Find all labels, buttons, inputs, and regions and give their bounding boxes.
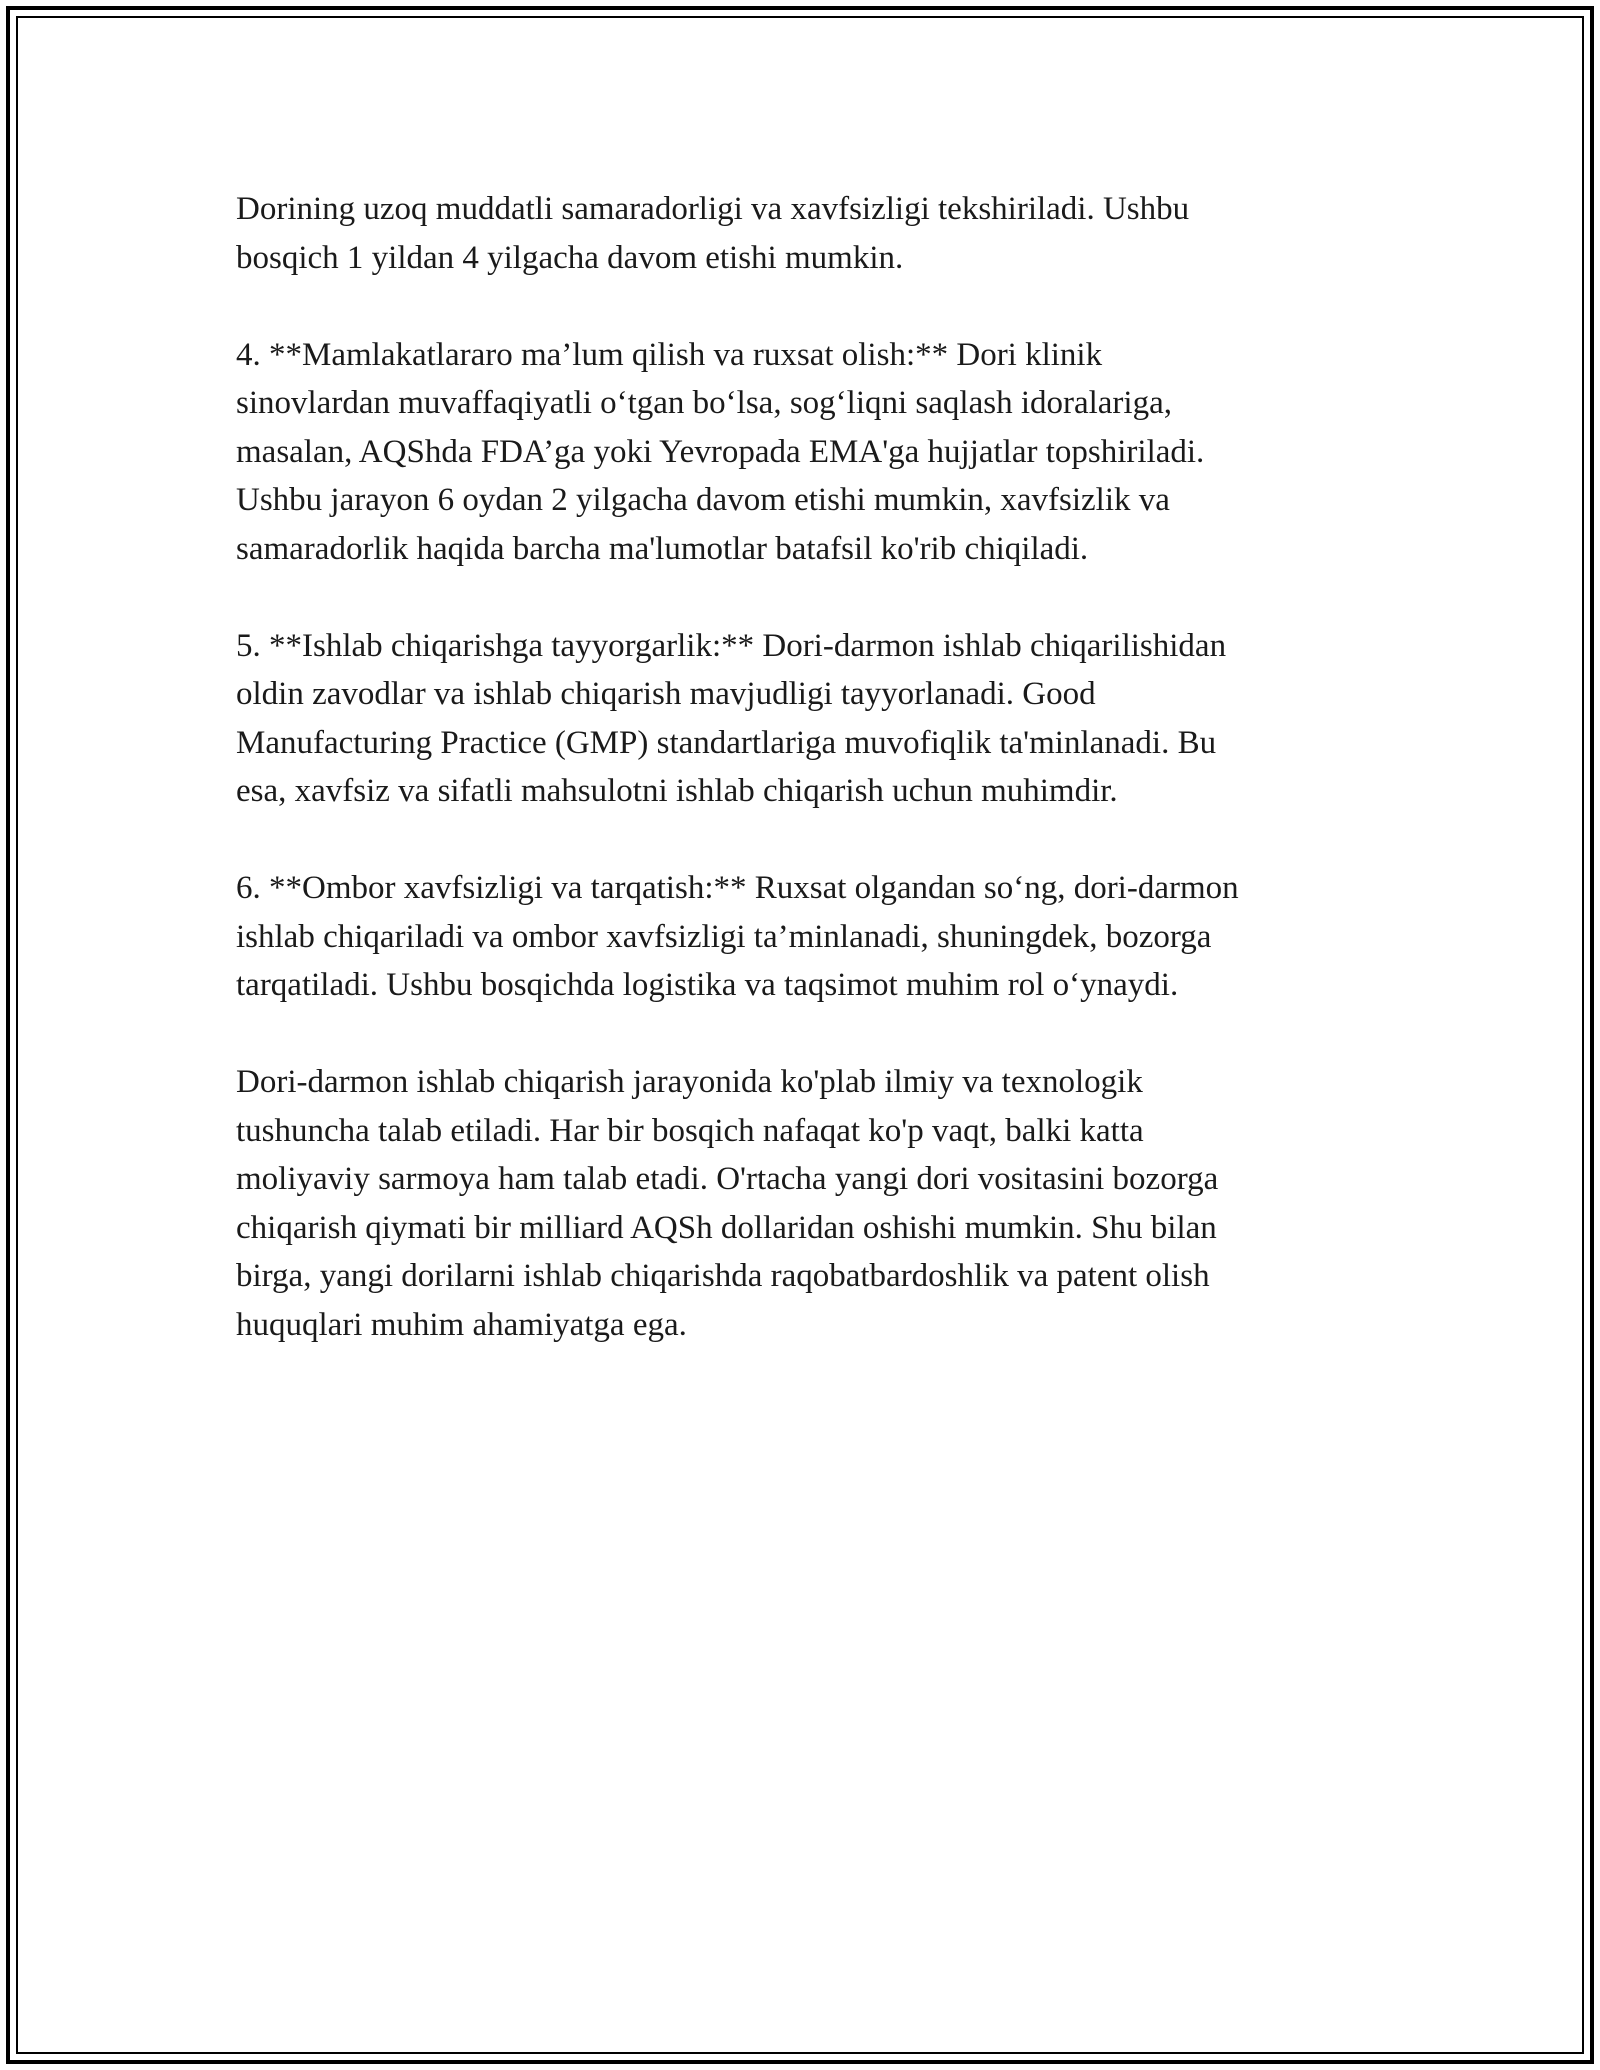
paragraph-intro: Dorining uzoq muddatli samaradorligi va xavfsizligi tekshiriladi. Ushbu bosqich 1 yildan 4 yilgacha davom etishi mumkin. <box>236 191 1190 276</box>
paragraph-step-4: 4. **Mamlakatlararo ma’lum qilish va ruxsat olish:** Dori klinik sinovlardan muvaffaqiyatli o‘tgan bo‘lsa, sog‘liqni saqlash idoralariga, masalan, AQShda FDA’ga yoki Yevropada EMA'ga hujjatlar topshiriladi. Ushbu jarayon 6 oydan 2 yilgacha davom etishi mumkin, xavfsizlik va samaradorlik haqida barcha ma'lumotlar batafsil ko'rib chiqiladi. <box>236 336 1205 567</box>
paragraph-step-5: 5. **Ishlab chiqarishga tayyorgarlik:** Dori-darmon ishlab chiqarilishidan oldin zavodlar va ishlab chiqarish mavjudligi tayyorlanadi. Good Manufacturing Practice (GMP) standartlariga muvofiqlik ta'minlanadi. Bu esa, xavfsiz va sifatli mahsulotni ishlab chiqarish uchun muhimdir. <box>236 627 1227 809</box>
paragraph-conclusion: Dori-darmon ishlab chiqarish jarayonida ko'plab ilmiy va texnologik tushuncha talab etiladi. Har bir bosqich nafaqat ko'p vaqt, balki katta moliyaviy sarmoya ham talab etadi. O'rtacha yangi dori vositasini bozorga chiqarish qiymati bir milliard AQSh dollaridan oshishi mumkin. Shu bilan birga, yangi dorilarni ishlab chiqarishda raqobatbardoshlik va patent olish huquqlari muhim ahamiyatga ega. <box>236 1064 1219 1343</box>
paragraph-step-6: 6. **Ombor xavfsizligi va tarqatish:** Ruxsat olgandan so‘ng, dori-darmon ishlab chiqariladi va ombor xavfsizligi ta’minlanadi, shuningdek, bozorga tarqatiladi. Ushbu bosqichda logistika va taqsimot muhim rol o‘ynaydi. <box>236 870 1239 1003</box>
document-body <box>236 185 1366 1398</box>
